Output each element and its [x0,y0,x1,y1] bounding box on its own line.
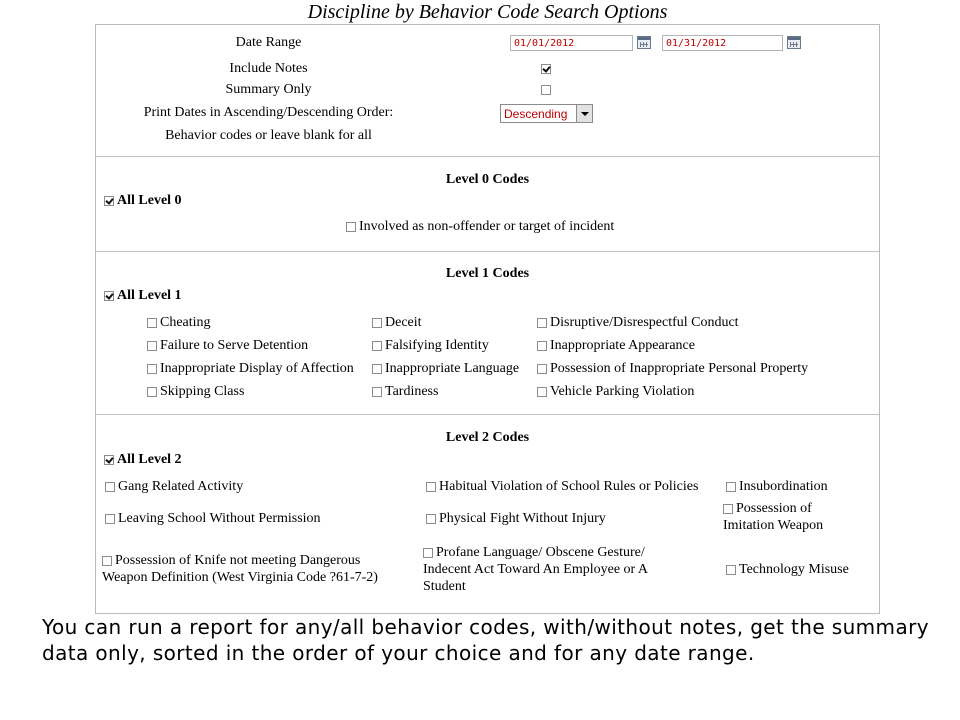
code-option[interactable] [102,552,402,586]
level-0-title: Level 0 Codes [445,172,530,187]
start-date-input[interactable]: 01/01/2012 [510,35,633,51]
code-option[interactable] [372,314,422,331]
code-checkbox[interactable] [426,482,436,492]
level-1-title: Level 1 Codes [445,266,530,281]
print-order-label: Print Dates in Ascending/Descending Order: [143,105,394,120]
code-option[interactable] [537,383,694,400]
summary-only-checkbox[interactable] [541,85,551,95]
code-checkbox[interactable] [426,514,436,524]
code-label: Habitual Violation of School Rules or Policies [439,479,699,494]
code-label: Inappropriate Language [385,361,520,376]
all-level-2-option[interactable] [104,452,182,468]
print-order-select[interactable] [500,104,593,123]
end-date-input[interactable]: 01/31/2012 [662,35,783,51]
code-checkbox[interactable] [105,482,115,492]
code-label: Possession of Knife not meeting Dangerous Weapon Definition (West Virginia Code ?61-7-2) [102,553,378,585]
code-option[interactable] [147,314,211,331]
code-label: Inappropriate Appearance [550,338,695,353]
code-label: Falsifying Identity [385,338,489,353]
code-checkbox[interactable] [726,482,736,492]
behavior-codes-label: Behavior codes or leave blank for all [165,128,372,143]
print-order-value: Descending [504,107,568,121]
include-notes-label: Include Notes [229,61,308,76]
code-checkbox[interactable] [372,387,382,397]
code-option[interactable] [426,478,698,495]
calendar-icon[interactable] [787,36,801,49]
code-label: Cheating [160,315,211,330]
code-option[interactable] [147,360,354,377]
code-label: Insubordination [739,479,828,494]
code-label: Leaving School Without Permission [118,511,321,526]
code-label: Possession of Imitation Weapon [723,501,824,533]
code-option[interactable] [346,218,614,235]
code-checkbox[interactable] [372,318,382,328]
code-option[interactable] [537,360,808,377]
all-level-0-checkbox[interactable] [104,196,114,206]
code-checkbox[interactable] [726,565,736,575]
code-checkbox[interactable] [147,341,157,351]
code-checkbox[interactable] [537,364,547,374]
caption-text: You can run a report for any/all behavior codes, with/without notes, get the summary data only, sorted in the order of your choice and for any date range. [42,615,929,665]
code-option[interactable] [147,383,244,400]
code-option[interactable] [105,510,321,527]
calendar-icon[interactable] [637,36,651,49]
code-checkbox[interactable] [105,514,115,524]
all-level-0-label: All Level 0 [117,193,182,208]
code-checkbox[interactable] [102,556,112,566]
all-level-2-checkbox[interactable] [104,455,114,465]
code-option[interactable] [726,561,849,578]
code-option[interactable] [105,478,243,495]
page-title: Discipline by Behavior Code Search Options [307,1,668,23]
code-label: Physical Fight Without Injury [439,511,606,526]
divider [96,156,879,157]
code-option[interactable] [147,337,308,354]
code-label: Gang Related Activity [118,479,244,494]
code-checkbox[interactable] [147,387,157,397]
code-checkbox[interactable] [423,548,433,558]
code-option[interactable] [426,510,606,527]
code-label: Tardiness [385,384,439,399]
code-option[interactable] [372,337,489,354]
code-checkbox[interactable] [147,318,157,328]
code-label: Inappropriate Display of Affection [160,361,354,376]
code-option[interactable] [372,360,519,377]
all-level-0-option[interactable] [104,193,182,209]
all-level-2-label: All Level 2 [117,452,182,467]
code-checkbox[interactable] [537,318,547,328]
code-label: Deceit [385,315,422,330]
code-checkbox[interactable] [537,341,547,351]
code-label: Profane Language/ Obscene Gesture/ Indecent Act Toward An Employee or A Student [423,545,648,594]
divider [96,414,879,415]
code-label: Possession of Inappropriate Personal Property [550,361,809,376]
code-label: Failure to Serve Detention [160,338,309,353]
code-option[interactable] [537,314,739,331]
summary-only-label: Summary Only [225,82,312,97]
code-option[interactable] [726,478,828,495]
code-option[interactable] [537,337,695,354]
code-option[interactable] [423,544,693,595]
code-label: Skipping Class [160,384,245,399]
include-notes-checkbox[interactable] [541,64,551,74]
code-checkbox[interactable] [372,341,382,351]
all-level-1-checkbox[interactable] [104,291,114,301]
code-option[interactable] [723,500,853,534]
code-checkbox[interactable] [537,387,547,397]
code-label: Disruptive/Disrespectful Conduct [550,315,739,330]
search-options-panel [95,24,880,614]
code-option[interactable] [372,383,438,400]
date-range-label: Date Range [235,35,302,50]
code-label: Vehicle Parking Violation [550,384,695,399]
divider [96,251,879,252]
code-checkbox[interactable] [147,364,157,374]
code-label: Involved as non-offender or target of incident [359,219,615,234]
code-checkbox[interactable] [346,222,356,232]
chevron-down-icon[interactable] [576,105,592,122]
code-checkbox[interactable] [723,504,733,514]
all-level-1-label: All Level 1 [117,288,182,303]
code-label: Technology Misuse [739,562,849,577]
level-2-title: Level 2 Codes [445,430,530,445]
code-checkbox[interactable] [372,364,382,374]
all-level-1-option[interactable] [104,288,182,304]
